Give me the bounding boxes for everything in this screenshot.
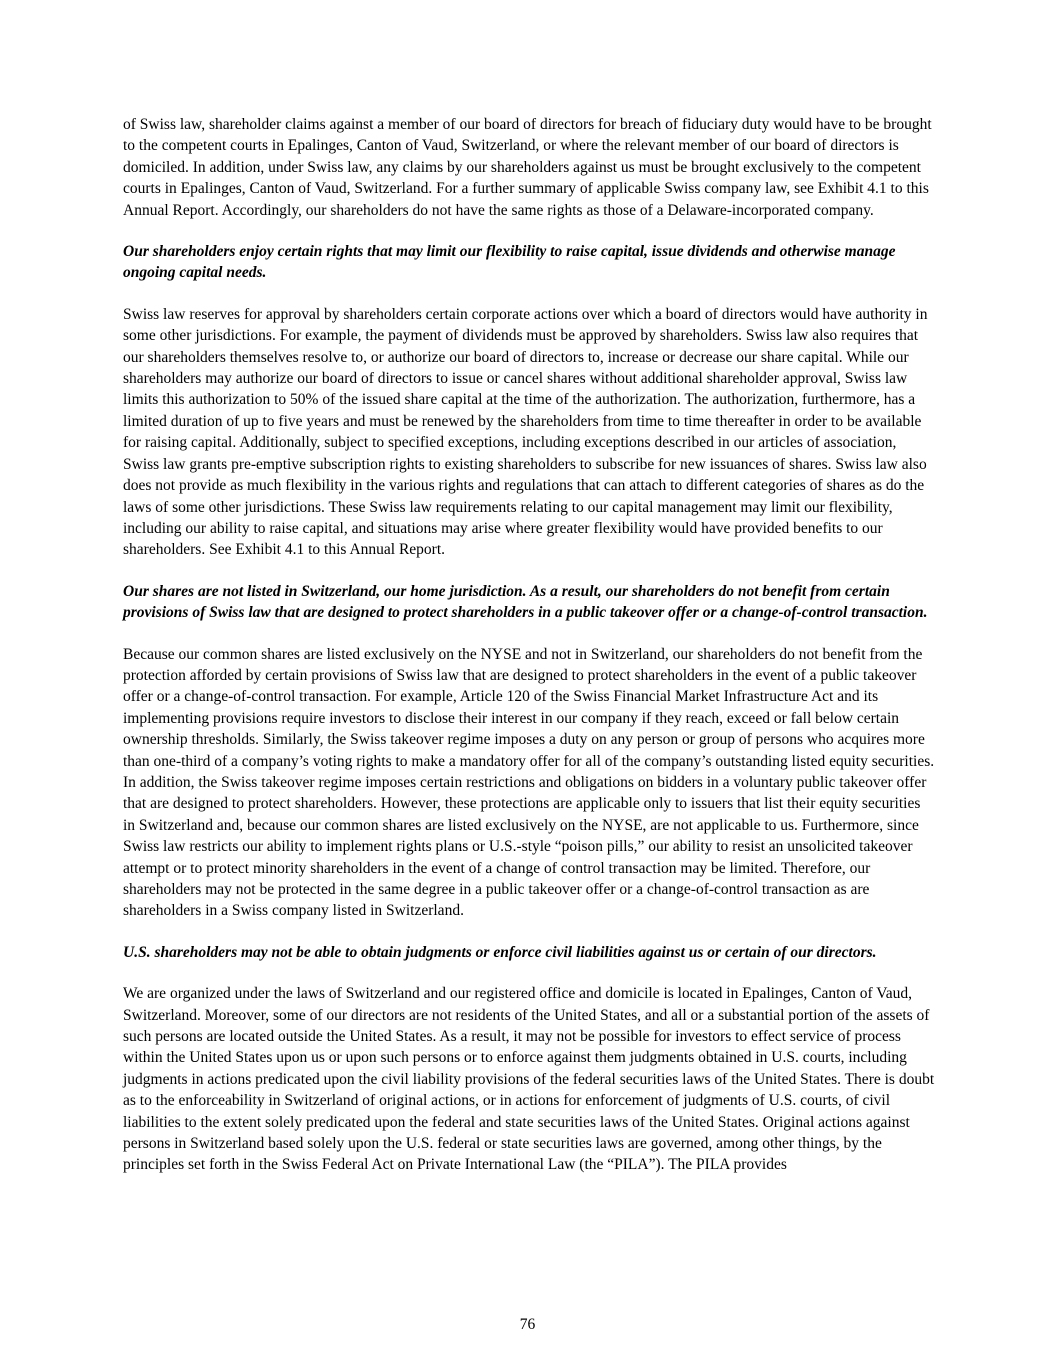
paragraph-swiss-law-reserves: Swiss law reserves for approval by shareholders certain corporate actions over which a board of directors would have authority in some other jurisdictions. For example, the payment of dividends must be approved by shareholders. Swiss law also requires that our shareholders themselves resolve to, or authorize our board of directors to, increase or decrease our share capital. While our shareholders may authorize our board of directors to issue or cancel shares without additional shareholder approval, Swiss law limits this authorization to 50% of the issued share capital at the time of the authorization. The authorization, furthermore, has a limited duration of up to five years and must be renewed by the shareholders from time to time thereafter in order to be available for raising capital. Additionally, subject to specified exceptions, including exceptions described in our articles of association, Swiss law grants pre-emptive subscription rights to existing shareholders to subscribe for new issuances of shares. Swiss law also does not provide as much flexibility in the various rights and regulations that can attach to different categories of shares as do the laws of some other jurisdictions. These Swiss law requirements relating to our capital management may limit our flexibility, including our ability to raise capital, and situations may arise where greater flexibility would have provided benefits to our shareholders. See Exhibit 4.1 to this Annual Report.	[123, 305, 928, 559]
paragraph-organized-under-swiss-law: We are organized under the laws of Switzerland and our registered office and domicile is located in Epalinges, Canton of Vaud, Switzerland. Moreover, some of our directors are not residents of the United States, and all or a substantial portion of the assets of such persons are located outside the United States. As a result, it may not be possible for investors to effect service of process within the United States upon us or upon such persons or to enforce against them judgments obtained in U.S. courts, including judgments in actions predicated upon the civil liability provisions of the federal securities laws of the United States. There is doubt as to the enforceability in Switzerland of original actions, or in actions for enforcement of judgments of U.S. courts, of civil liabilities to the extent solely predicated upon the federal and state securities laws of the United States. Original actions against persons in Switzerland based solely upon the U.S. federal or state securities laws are governed, among other things, by the principles set forth in the Swiss Federal Act on Private International Law (the “PILA”). The PILA provides	[123, 985, 935, 1174]
section-heading-capital-flexibility: Our shareholders enjoy certain rights that may limit our flexibility to raise capital, issue dividends and otherwise manage ongoing capital needs.	[123, 243, 896, 282]
page-number: 76	[519, 1316, 536, 1333]
text-column	[123, 114, 935, 1196]
paragraph-nyse-listing: Because our common shares are listed exclusively on the NYSE and not in Switzerland, our shareholders do not benefit from the protection afforded by certain provisions of Swiss law that are designed to protect shareholders in the event of a public takeover offer or a change-of-control transaction. For example, Article 120 of the Swiss Financial Market Infrastructure Act and its implementing provisions require investors to disclose their interest in our company if they reach, exceed or fall below certain ownership thresholds. Similarly, the Swiss takeover regime imposes a duty on any person or group of persons who acquires more than one-third of a company’s voting rights to make a mandatory offer for all of the company’s outstanding listed equity securities. In addition, the Swiss takeover regime imposes certain restrictions and obligations on bidders in a voluntary public takeover offer that are designed to protect shareholders. However, these protections are applicable only to issuers that list their equity securities in Switzerland and, because our common shares are listed exclusively on the NYSE, are not applicable to us. Furthermore, since Swiss law restricts our ability to implement rights plans or U.S.-style “poison pills,” our ability to resist an unsolicited takeover attempt or to protect minority shareholders in the event of a change of control transaction may be limited. Therefore, our shareholders may not be protected in the same degree in a public takeover offer or a change-of-control transaction as are shareholders in a Swiss company listed in Switzerland.	[123, 645, 935, 920]
paragraph-continuation: of Swiss law, shareholder claims against a member of our board of directors for breach of fiduciary duty would have to be brought to the competent courts in Epalinges, Canton of Vaud, Switzerland, or where the relevant member of our board of directors is domiciled. In addition, under Swiss law, any claims by our shareholders against us must be brought exclusively to the competent courts in Epalinges, Canton of Vaud, Switzerland. For a further summary of applicable Swiss company law, see Exhibit 4.1 to this Annual Report. Accordingly, our shareholders do not have the same rights as those of a Delaware-incorporated company.	[123, 116, 932, 219]
section-heading-us-shareholders-judgments: U.S. shareholders may not be able to obtain judgments or enforce civil liabilities against us or certain of our directors.	[123, 943, 877, 961]
section-heading-shares-not-listed: Our shares are not listed in Switzerland, our home jurisdiction. As a result, our shareholders do not benefit from certain provisions of Swiss law that are designed to protect shareholders in a public takeover offer or a change-of-control transaction.	[123, 582, 928, 622]
